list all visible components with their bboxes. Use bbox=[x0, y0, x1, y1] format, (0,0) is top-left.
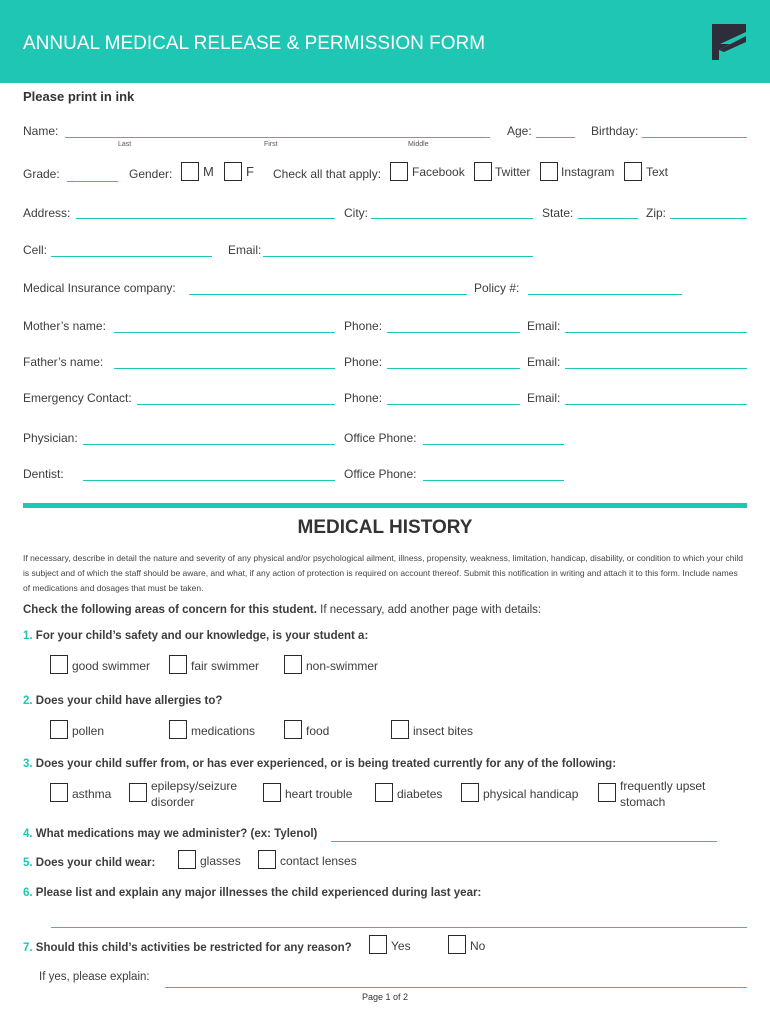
gender-f-checkbox[interactable] bbox=[224, 162, 242, 181]
zip-label: Zip: bbox=[646, 206, 667, 220]
upset-stomach-label-line2: stomach bbox=[620, 795, 666, 809]
page-number: Page 1 of 2 bbox=[361, 992, 409, 1002]
explain-label: If yes, please explain: bbox=[39, 971, 150, 983]
name-label: Name: bbox=[23, 124, 59, 138]
asthma-label: asthma bbox=[72, 787, 112, 801]
epilepsy-label: epilepsy/seizure bbox=[151, 779, 238, 793]
physician-office-phone-label: Office Phone: bbox=[344, 431, 417, 445]
dentist-field[interactable] bbox=[83, 480, 335, 481]
fair-swimmer-label: fair swimmer bbox=[191, 659, 259, 673]
print-instructions: Please print in ink bbox=[23, 89, 135, 104]
gender-m-label: M bbox=[203, 164, 214, 179]
good-swimmer-checkbox[interactable] bbox=[50, 655, 68, 674]
pollen-label: pollen bbox=[72, 724, 105, 738]
father-phone-field[interactable] bbox=[387, 368, 520, 369]
insect-bites-checkbox[interactable] bbox=[391, 720, 409, 739]
upset-stomach-checkbox[interactable] bbox=[598, 783, 616, 802]
address-field[interactable] bbox=[76, 218, 335, 219]
physical-handicap-checkbox[interactable] bbox=[461, 783, 479, 802]
mother-label: Mother’s name: bbox=[23, 319, 106, 333]
father-email-field[interactable] bbox=[565, 368, 747, 369]
father-email-label: Email: bbox=[527, 355, 561, 369]
form-header bbox=[0, 0, 770, 83]
glasses-label: glasses bbox=[200, 854, 241, 868]
name-first-caption: First bbox=[264, 141, 278, 148]
question-2-number: 2. bbox=[23, 695, 33, 707]
question-4-number: 4. bbox=[23, 828, 33, 840]
question-6-number: 6. bbox=[23, 887, 33, 899]
contact-lenses-label: contact lenses bbox=[280, 854, 357, 868]
emergency-phone-field[interactable] bbox=[387, 404, 520, 405]
question-4-text: What medications may we administer? (ex: Tylenol) bbox=[32, 828, 318, 840]
insect-bites-label: insect bites bbox=[413, 724, 474, 738]
pollen-checkbox[interactable] bbox=[50, 720, 68, 739]
question-2 bbox=[23, 695, 222, 707]
cell-label: Cell: bbox=[23, 243, 48, 257]
instagram-label: Instagram bbox=[561, 165, 615, 179]
contact-lenses-checkbox[interactable] bbox=[258, 850, 276, 869]
question-3-number: 3. bbox=[23, 758, 33, 770]
question-6 bbox=[23, 887, 481, 899]
check-areas-heading-rest: If necessary, add another page with details: bbox=[316, 604, 542, 616]
explain-field[interactable] bbox=[165, 987, 747, 988]
physical-handicap-label: physical handicap bbox=[483, 787, 579, 801]
check-areas-heading bbox=[23, 604, 541, 616]
zip-field[interactable] bbox=[670, 218, 747, 219]
father-phone-label: Phone: bbox=[344, 355, 383, 369]
medications-field[interactable] bbox=[331, 841, 717, 842]
city-field[interactable] bbox=[371, 218, 533, 219]
check-areas-heading-bold: Check the following areas of concern for this student. bbox=[23, 604, 317, 616]
emergency-email-field[interactable] bbox=[565, 404, 747, 405]
question-7-text: Should this child’s activities be restricted for any reason? bbox=[32, 942, 352, 954]
epilepsy-checkbox[interactable] bbox=[129, 783, 147, 802]
medical-history-intro: If necessary, describe in detail the nature and severity of any physical and/or psychological ailment, illness, propensity, weakness, limitation, handicap, disability, or condition to which your child is subject and of which the staff should be aware, and what, if any action of protection is required on account thereof. Submit this notification in writing and attach it to this form. Include names of medications and dosages that must be taken. bbox=[23, 553, 744, 593]
insurance-label: Medical Insurance company: bbox=[23, 281, 176, 295]
gender-m-checkbox[interactable] bbox=[181, 162, 199, 181]
question-6-text: Please list and explain any major illnesses the child experienced during last year: bbox=[32, 887, 482, 899]
emergency-email-label: Email: bbox=[527, 391, 561, 405]
mother-email-label: Email: bbox=[527, 319, 561, 333]
glasses-checkbox[interactable] bbox=[178, 850, 196, 869]
grade-label: Grade: bbox=[23, 167, 60, 181]
question-7 bbox=[23, 942, 352, 954]
diabetes-label: diabetes bbox=[397, 787, 443, 801]
insurance-field[interactable] bbox=[189, 294, 467, 295]
instagram-checkbox[interactable] bbox=[540, 162, 558, 181]
form-title: ANNUAL MEDICAL RELEASE & PERMISSION FORM bbox=[23, 33, 486, 54]
twitter-label: Twitter bbox=[495, 165, 531, 179]
section-divider bbox=[23, 503, 747, 508]
question-2-text: Does your child have allergies to? bbox=[32, 695, 223, 707]
heart-trouble-checkbox[interactable] bbox=[263, 783, 281, 802]
birthday-field[interactable] bbox=[642, 137, 747, 138]
medications-checkbox[interactable] bbox=[169, 720, 187, 739]
physician-label: Physician: bbox=[23, 431, 78, 445]
email-field[interactable] bbox=[263, 256, 533, 257]
text-checkbox[interactable] bbox=[624, 162, 642, 181]
state-field[interactable] bbox=[578, 218, 638, 219]
dentist-office-phone-label: Office Phone: bbox=[344, 467, 417, 481]
restricted-no-checkbox[interactable] bbox=[448, 935, 466, 954]
medical-history-title: MEDICAL HISTORY bbox=[297, 517, 473, 538]
question-5 bbox=[23, 857, 155, 869]
facebook-label: Facebook bbox=[412, 165, 465, 179]
upset-stomach-label: frequently upset bbox=[620, 779, 706, 793]
asthma-checkbox[interactable] bbox=[50, 783, 68, 802]
non-swimmer-label: non-swimmer bbox=[306, 659, 379, 673]
text-label: Text bbox=[646, 165, 669, 179]
flag-logo-icon bbox=[710, 22, 748, 62]
mother-email-field[interactable] bbox=[565, 332, 747, 333]
emergency-field[interactable] bbox=[137, 404, 335, 405]
address-label: Address: bbox=[23, 206, 71, 220]
question-3-text: Does your child suffer from, or has ever experienced, or is being treated currently for any of the following: bbox=[32, 758, 617, 770]
city-label: City: bbox=[344, 206, 368, 220]
gender-f-label: F bbox=[246, 164, 254, 179]
father-field[interactable] bbox=[114, 368, 335, 369]
physician-field[interactable] bbox=[83, 444, 335, 445]
food-label: food bbox=[306, 724, 330, 738]
policy-field[interactable] bbox=[528, 294, 682, 295]
question-7-number: 7. bbox=[23, 942, 33, 954]
age-field[interactable] bbox=[536, 137, 575, 138]
mother-field[interactable] bbox=[114, 332, 335, 333]
restricted-yes-label: Yes bbox=[391, 939, 411, 953]
cell-field[interactable] bbox=[51, 256, 212, 257]
restricted-yes-checkbox[interactable] bbox=[369, 935, 387, 954]
question-1-text: For your child’s safety and our knowledge, is your student a: bbox=[32, 630, 369, 642]
question-3 bbox=[23, 758, 616, 770]
father-label: Father’s name: bbox=[23, 355, 104, 369]
email-label: Email: bbox=[228, 243, 262, 257]
question-4 bbox=[23, 828, 317, 840]
restricted-no-label: No bbox=[470, 939, 486, 953]
question-5-number: 5. bbox=[23, 857, 33, 869]
diabetes-checkbox[interactable] bbox=[375, 783, 393, 802]
gender-label: Gender: bbox=[129, 167, 173, 181]
question-5-text: Does your child wear: bbox=[32, 857, 156, 869]
name-middle-caption: Middle bbox=[408, 141, 429, 148]
policy-label: Policy #: bbox=[474, 281, 520, 295]
physician-office-phone-field[interactable] bbox=[423, 444, 564, 445]
name-field[interactable] bbox=[65, 137, 490, 138]
food-checkbox[interactable] bbox=[284, 720, 302, 739]
good-swimmer-label: good swimmer bbox=[72, 659, 151, 673]
mother-phone-field[interactable] bbox=[387, 332, 520, 333]
emergency-phone-label: Phone: bbox=[344, 391, 383, 405]
twitter-checkbox[interactable] bbox=[474, 162, 492, 181]
dentist-label: Dentist: bbox=[23, 467, 64, 481]
facebook-checkbox[interactable] bbox=[390, 162, 408, 181]
question-1-number: 1. bbox=[23, 630, 33, 642]
illnesses-field[interactable] bbox=[51, 927, 747, 928]
check-all-label: Check all that apply: bbox=[273, 167, 382, 181]
dentist-office-phone-field[interactable] bbox=[423, 480, 564, 481]
question-1 bbox=[23, 630, 368, 642]
medications-label: medications bbox=[191, 724, 256, 738]
emergency-label: Emergency Contact: bbox=[23, 391, 132, 405]
age-label: Age: bbox=[507, 124, 532, 138]
name-last-caption: Last bbox=[118, 141, 132, 148]
mother-phone-label: Phone: bbox=[344, 319, 383, 333]
heart-trouble-label: heart trouble bbox=[285, 787, 353, 801]
birthday-label: Birthday: bbox=[591, 124, 639, 138]
non-swimmer-checkbox[interactable] bbox=[284, 655, 302, 674]
grade-field[interactable] bbox=[67, 181, 118, 182]
fair-swimmer-checkbox[interactable] bbox=[169, 655, 187, 674]
state-label: State: bbox=[542, 206, 574, 220]
epilepsy-label-line2: disorder bbox=[151, 795, 195, 809]
